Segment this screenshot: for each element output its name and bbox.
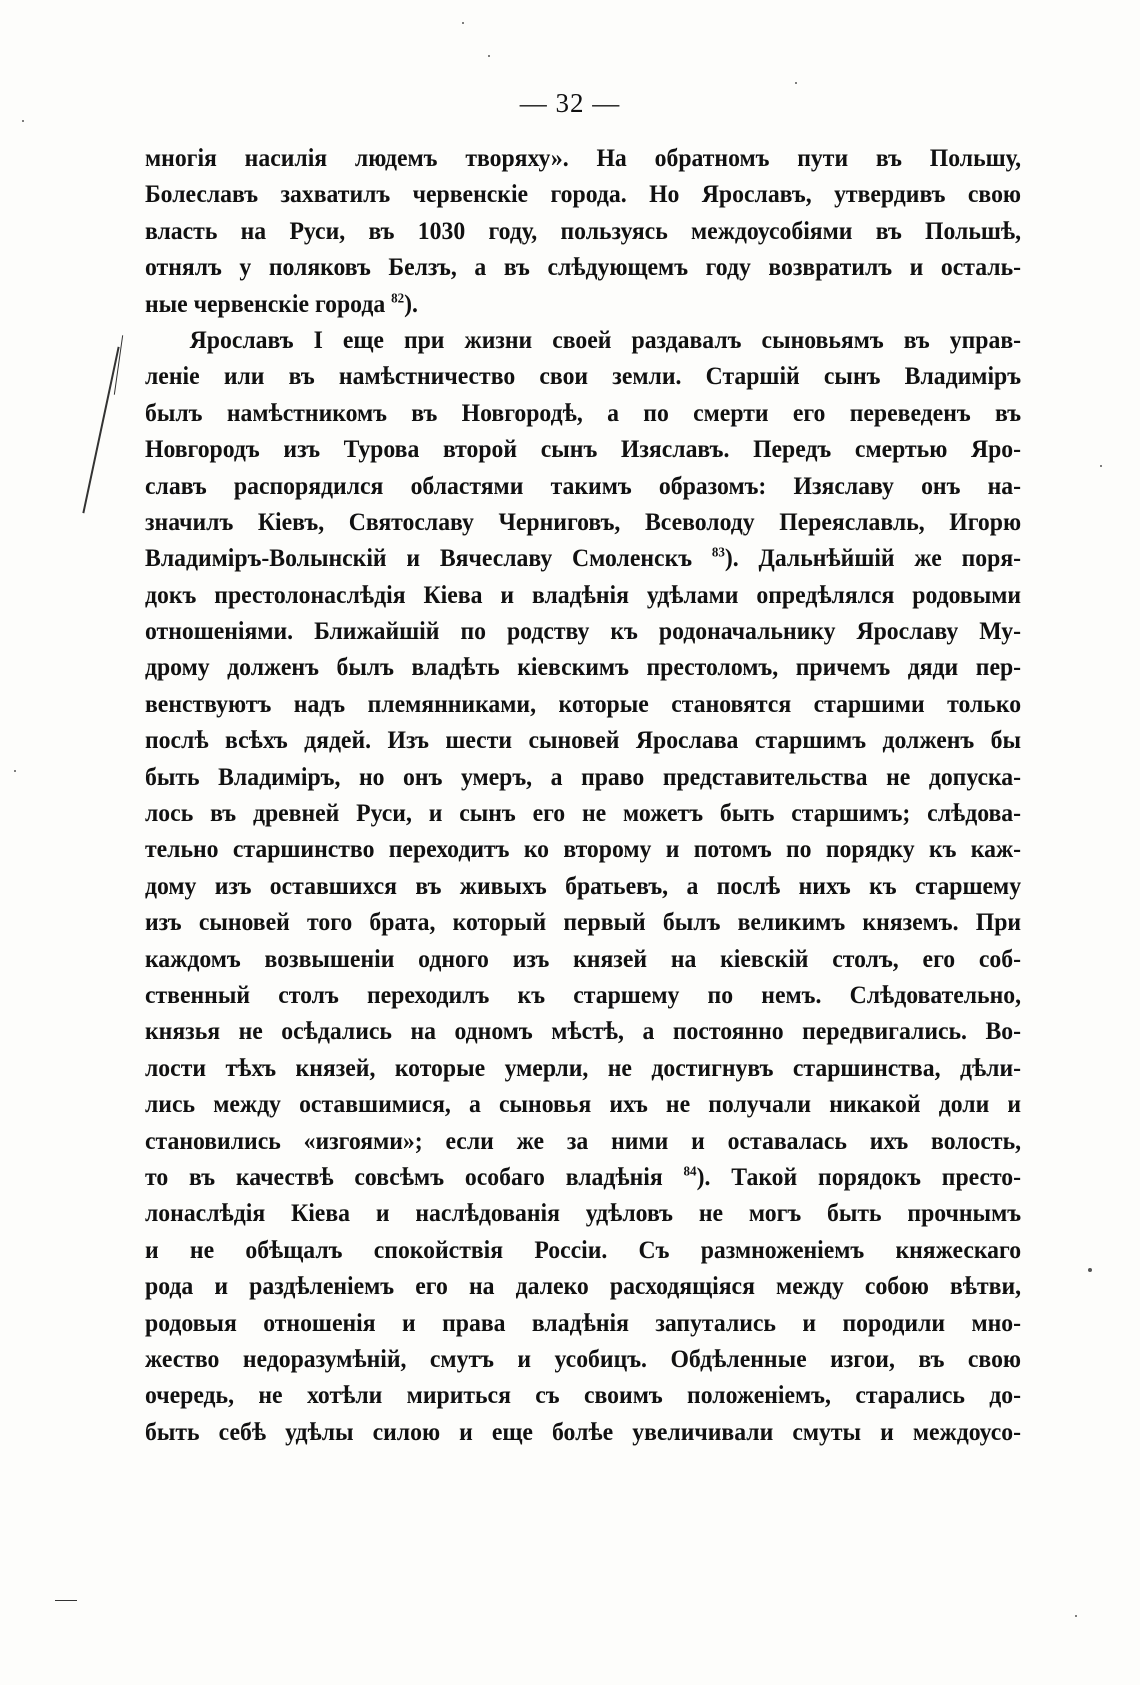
margin-pencil-mark [55, 1600, 77, 1601]
text-line: родовыя отношенія и права владѣнія запутались и породили мно- [145, 1307, 1022, 1337]
paragraph-first-line: Ярославъ I еще при жизни своей раздавалъ сыновьямъ въ управ- [189, 324, 1022, 354]
text-line: лось въ древней Руси, и сынъ его не можетъ быть старшимъ; слѣдова- [145, 798, 1022, 828]
text-line: становились «изгоями»; если же за ними и оставалась ихъ волость, [145, 1125, 1022, 1155]
text-fragment: Владиміръ-Волынскій и Вячеславу Смоленскъ [145, 543, 693, 573]
text-line: очередь, не хотѣли мириться съ своимъ положеніемъ, старались до- [145, 1380, 1022, 1410]
text-line: Болеславъ захватилъ червенскіе города. Но Ярославъ, утвердивъ свою [145, 179, 1022, 209]
text-line [145, 540, 1021, 576]
text-fragment: то въ качествѣ совсѣмъ особаго владѣнія [145, 1161, 663, 1191]
scan-speck [1100, 465, 1102, 467]
scan-speck [488, 55, 490, 57]
text-line: венствуютъ надъ племянниками, которые становятся старшими только [145, 688, 1022, 718]
text-line: лости тѣхъ князей, которые умерли, не достигнувъ старшинства, дѣли- [145, 1052, 1022, 1082]
scan-speck [462, 22, 464, 24]
text-line: рода и раздѣленіемъ его на далеко расходящіяся между собою вѣтви, [145, 1271, 1022, 1301]
text-line: славъ распорядился областями такимъ образомъ: Изяславу онъ на- [145, 470, 1022, 500]
scan-speck [14, 770, 16, 772]
footnote-ref: 82 [391, 291, 405, 307]
text-line: и не обѣщалъ спокойствія Россіи. Съ размноженіемъ княжескаго [145, 1234, 1022, 1264]
text-line: лонаслѣдія Кіева и наслѣдованія удѣловъ не могъ быть прочнымъ [145, 1198, 1022, 1228]
scan-speck [1088, 1268, 1092, 1272]
text-fragment: ные червенскіе города [145, 288, 386, 318]
text-line: значилъ Кіевъ, Святославу Черниговъ, Всеволоду Переяславль, Игорю [145, 506, 1022, 536]
scan-speck [22, 120, 24, 122]
footnote-ref: 83 [711, 545, 725, 561]
text-line [145, 286, 1021, 322]
text-line: каждомъ возвышеніи одного изъ князей на кіевскій столъ, его соб- [145, 943, 1022, 973]
text-line: отношеніями. Ближайшій по родству къ родоначальнику Ярославу Му- [145, 616, 1022, 646]
text-line: отнялъ у поляковъ Белзъ, а въ слѣдующемъ году возвратилъ и осталь- [145, 252, 1022, 282]
scan-speck [1075, 1615, 1077, 1617]
text-line: лись между оставшимися, а сыновья ихъ не получали никакой доли и [145, 1089, 1022, 1119]
text-line: былъ намѣстникомъ въ Новгородѣ, а по смерти его переведенъ въ [145, 397, 1022, 427]
text-line: князья не осѣдались на одномъ мѣстѣ, а постоянно передвигались. Во- [145, 1016, 1022, 1046]
text-line: докъ престолонаслѣдія Кіева и владѣнія удѣлами опредѣлялся родовыми [145, 579, 1022, 609]
margin-pencil-mark [82, 347, 119, 514]
text-line: ственный столъ переходилъ къ старшему по немъ. Слѣдовательно, [145, 979, 1022, 1009]
text-line: власть на Руси, въ 1030 году, пользуясь междоусобіями въ Польшѣ, [145, 215, 1022, 245]
text-line: быть себѣ удѣлы силою и еще болѣе увеличивали смуты и междоусо- [145, 1416, 1022, 1446]
text-line: леніе или въ намѣстничество свои земли. Старшій сынъ Владиміръ [145, 361, 1022, 391]
page-number: — 32 — [519, 88, 621, 118]
text-line: послѣ всѣхъ дядей. Изъ шести сыновей Ярослава старшимъ долженъ бы [145, 725, 1022, 755]
text-line: жество недоразумѣній, смутъ и усобицъ. Обдѣленные изгои, въ свою [145, 1343, 1022, 1373]
text-line: изъ сыновей того брата, который первый былъ великимъ княземъ. При [145, 907, 1022, 937]
text-line: тельно старшинство переходитъ ко второму и потомъ по порядку къ каж- [145, 834, 1022, 864]
text-fragment: ). Дальнѣйшій же поря- [724, 543, 1022, 573]
text-line [145, 1159, 1021, 1195]
scan-speck [795, 82, 797, 84]
text-line: дрому долженъ былъ владѣть кіевскимъ престоломъ, причемъ дяди пер- [145, 652, 1022, 682]
text-fragment: ). Такой порядокъ престо- [696, 1161, 1022, 1191]
text-line: многія насилія людемъ творяху». На обратномъ пути въ Польшу, [145, 143, 1022, 172]
text-line: дому изъ оставшихся въ живыхъ братьевъ, а послѣ нихъ къ старшему [145, 870, 1022, 900]
text-line: Новгородъ изъ Турова второй сынъ Изяславъ. Передъ смертью Яро- [145, 434, 1022, 464]
body-text [145, 140, 1021, 1450]
text-fragment: ). [404, 288, 418, 318]
text-line: быть Владиміръ, но онъ умеръ, а право представительства не допуска- [145, 761, 1022, 791]
footnote-ref: 84 [683, 1164, 697, 1180]
